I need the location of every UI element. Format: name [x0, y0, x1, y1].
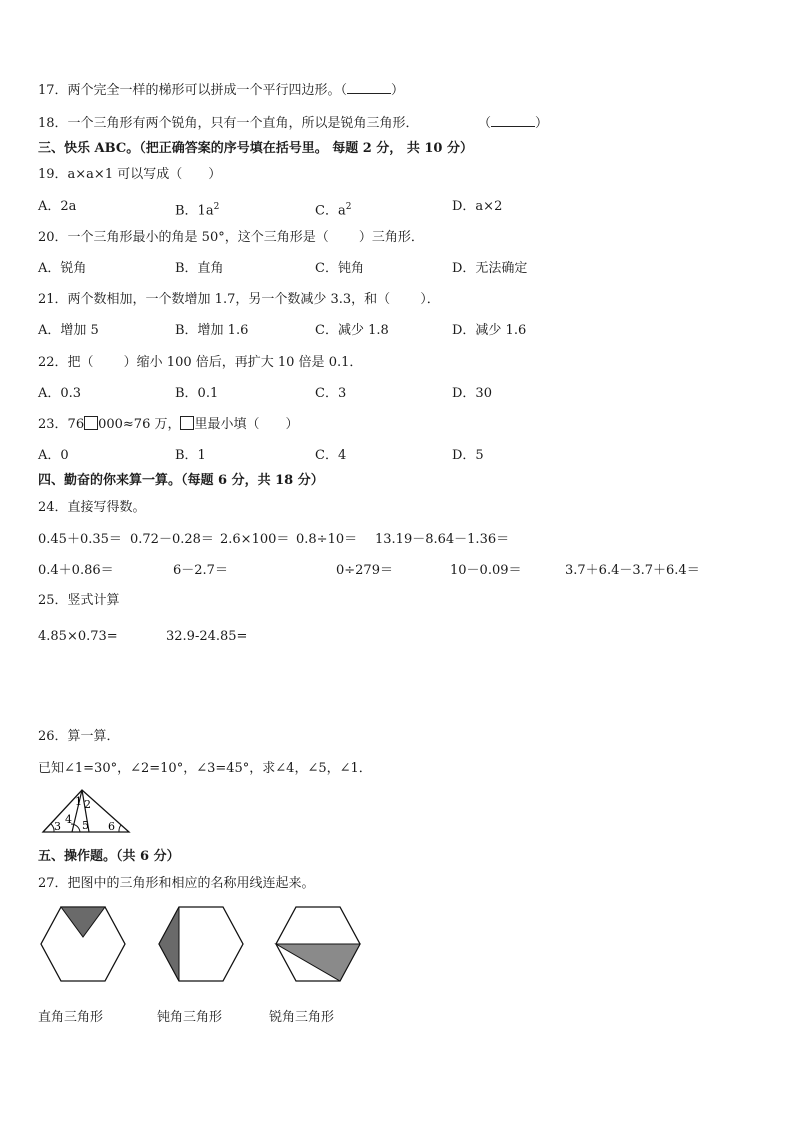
hexagon-figure-1[interactable] — [40, 906, 126, 982]
question-23-stem: 23．76 000≈76 万， 里最小填（ ） — [38, 417, 299, 432]
q20-option-d[interactable]: D．无法确定 — [452, 261, 528, 276]
q21-option-d[interactable]: D．减少 1.6 — [452, 323, 527, 338]
label-obtuse-triangle[interactable]: 钝角三角形 — [157, 1010, 223, 1025]
question-17-text: 17．两个完全一样的梯形可以拼成一个平行四边形。（ — [38, 83, 348, 98]
section-4-heading: 四、勤奋的你来算一算。（每题 6 分，共 18 分） — [38, 473, 324, 488]
q20-option-a[interactable]: A．锐角 — [38, 261, 87, 276]
calc-item: 2.6×100＝ — [220, 532, 290, 547]
question-26-given: 已知∠1=30°，∠2=10°，∠3=45°，求∠4，∠5，∠1． — [38, 761, 372, 776]
question-18-text: 18．一个三角形有两个锐角，只有一个直角，所以是锐角三角形． — [38, 116, 419, 131]
q23-option-d[interactable]: D．5 — [452, 448, 484, 463]
vertical-calc-2: 32.9-24.85= — [166, 629, 248, 644]
hexagon-figure-2[interactable] — [158, 906, 244, 982]
q21-option-c[interactable]: C．减少 1.8 — [315, 323, 389, 338]
angle-label-1: 1 — [75, 795, 82, 808]
calc-item: 0.4＋0.86＝ — [38, 563, 114, 578]
calc-item: 0.45＋0.35＝ — [38, 532, 122, 547]
calc-item: 6－2.7＝ — [173, 563, 228, 578]
label-acute-triangle[interactable]: 锐角三角形 — [269, 1010, 335, 1025]
q19-option-b[interactable]: B．$1a^2$ — [175, 202, 220, 219]
angle-triangle-figure — [40, 786, 132, 836]
calc-item: 0.8÷10＝ — [296, 532, 358, 547]
q23-option-a[interactable]: A．0 — [38, 448, 69, 463]
section-5-heading: 五、操作题。（共 6 分） — [38, 849, 180, 864]
question-20-stem: 20．一个三角形最小的角是 50°，这个三角形是（ ）三角形． — [38, 230, 424, 245]
blank-square[interactable] — [84, 416, 98, 430]
angle-label-3: 3 — [54, 820, 61, 833]
calc-item: 13.19－8.64－1.36＝ — [375, 532, 510, 547]
q23-option-c[interactable]: C．4 — [315, 448, 347, 463]
angle-label-4: 4 — [65, 813, 72, 826]
calc-item: 10－0.09＝ — [450, 563, 522, 578]
question-19-stem: 19．a×a×1 可以写成（ ） — [38, 167, 222, 182]
q20-option-b[interactable]: B．直角 — [175, 261, 224, 276]
q22-option-c[interactable]: C．3 — [315, 386, 347, 401]
q21-option-a[interactable]: A．增加 5 — [38, 323, 99, 338]
angle-label-6: 6 — [108, 820, 115, 833]
question-22-stem: 22．把（ ）缩小 100 倍后，再扩大 10 倍是 0.1． — [38, 355, 363, 370]
question-17: 17．两个完全一样的梯形可以拼成一个平行四边形。（ ） — [38, 83, 405, 98]
calc-item: 0.72－0.28＝ — [130, 532, 214, 547]
q23-option-b[interactable]: B．1 — [175, 448, 206, 463]
question-27-stem: 27．把图中的三角形和相应的名称用线连起来。 — [38, 876, 315, 891]
question-25-stem: 25．竖式计算 — [38, 593, 120, 608]
label-right-triangle[interactable]: 直角三角形 — [38, 1010, 104, 1025]
q22-option-a[interactable]: A．0.3 — [38, 386, 82, 401]
q22-option-b[interactable]: B．0.1 — [175, 386, 219, 401]
question-18 — [38, 115, 419, 133]
hexagon-figure-3[interactable] — [275, 906, 361, 982]
q21-option-b[interactable]: B．增加 1.6 — [175, 323, 249, 338]
angle-label-5: 5 — [82, 819, 89, 832]
q20-option-c[interactable]: C．钝角 — [315, 261, 364, 276]
question-21-stem: 21．两个数相加，一个数增加 1.7，另一个数减少 3.3，和（ ）． — [38, 292, 440, 307]
question-18-answer: （ ） — [478, 116, 549, 131]
vertical-calc-1: 4.85×0.73= — [38, 629, 118, 644]
answer-blank-17[interactable] — [347, 93, 391, 94]
q22-option-d[interactable]: D．30 — [452, 386, 492, 401]
angle-label-2: 2 — [84, 798, 91, 811]
calc-item: 3.7＋6.4－3.7＋6.4＝ — [565, 563, 700, 578]
calc-item: 0÷279＝ — [336, 563, 393, 578]
question-26-stem: 26．算一算． — [38, 729, 120, 744]
q19-option-d[interactable]: D．a×2 — [452, 199, 503, 214]
answer-blank-18[interactable] — [491, 126, 535, 127]
q19-option-a[interactable]: A．2a — [38, 199, 77, 214]
question-24-stem: 24．直接写得数。 — [38, 500, 146, 515]
blank-square — [180, 416, 194, 430]
section-3-heading: 三、快乐 ABC。（把正确答案的序号填在括号里。 每题 2 分， 共 10 分） — [38, 141, 473, 156]
q19-option-c[interactable]: C．$a^2$ — [315, 202, 352, 219]
